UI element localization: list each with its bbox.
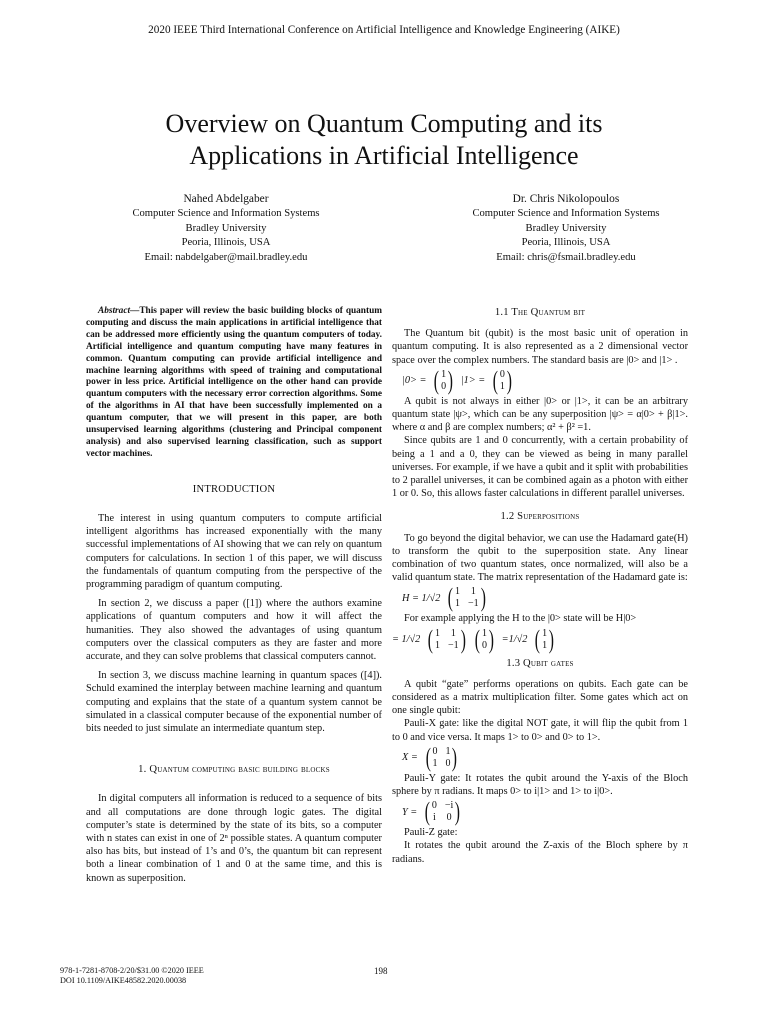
section-1-3-paragraph-5: It rotates the qubit around the Z-axis of the Bloch sphere by π radians.: [392, 840, 688, 865]
intro-paragraph-3: In section 3, we discuss machine learning in quantum spaces ([4]). Schuld examined the interplay between machine learning and quantum computing and explains that the state of a quantum system cannot be simulated in a classical computer because of the exponential number of bits needed to just simulate an intermediate quantum step.: [86, 670, 382, 735]
ket0-label: |0> =: [402, 375, 427, 387]
section-1-2-heading: 1.2 Superpositions: [500, 511, 580, 523]
section-1-3-paragraph-3: Pauli-Y gate: It rotates the qubit around the Y-axis of the Bloch sphere by π radians. It maps 0> to i|1> and 1> to i|0>.: [392, 772, 688, 798]
section-1-paragraph: In digital computers all information is reduced to a sequence of bits and all computations are done through logic gates. The digital computer’s state is determined by the state of its bits, so a computer with n states can exist in one of 2ⁿ possible states. A quantum computer also has bits, but instead of 1’s and 0’s, the quantum bit can represent both a linear combination of 1 and 0 at the same time, and this is known as superposition.: [86, 793, 382, 884]
ket1-label: |1> =: [460, 375, 486, 387]
left-column: [86, 306, 382, 885]
matrix-entry: −1: [468, 598, 479, 610]
section-1-1-heading: 1.1 The Quantum bit: [494, 307, 586, 318]
abstract-lead: Abstract: [98, 306, 131, 316]
title-line-1: Overview on Quantum Computing and its: [165, 109, 603, 138]
matrix-entry: 1: [470, 586, 476, 598]
pauli-y-label: Y =: [402, 806, 418, 818]
footer-isbn: 978-1-7281-8708-2/20/$31.00 ©2020 IEEE: [60, 966, 204, 975]
matrix-entry: 1: [435, 627, 441, 639]
matrix-entry: 1: [455, 586, 461, 598]
matrix-entry: 0: [445, 757, 451, 769]
result-column-vector: ( 1 1 ): [535, 624, 555, 654]
matrix-entry: 1: [441, 368, 447, 380]
author-2: [426, 192, 706, 265]
pauli-x-matrix: ( 0 1 1 0 ): [425, 742, 458, 772]
section-1-3-heading: 1.3 Qubit gates: [506, 657, 574, 669]
hadamard-matrix: ( 1 1 1 −1 ): [448, 583, 486, 613]
matrix-entry: 1: [432, 757, 438, 769]
abstract: [86, 306, 382, 461]
author-name: Dr. Chris Nikolopoulos: [512, 193, 620, 205]
matrix-entry: 1: [435, 639, 441, 651]
title-line-2: Applications in Artificial Intelligence: [189, 141, 579, 170]
hadamard-matrix-apply: ( 1 1 1 −1 ): [428, 624, 466, 654]
section-1-3-paragraph-2: Pauli-X gate: like the digital NOT gate, it will flip the qubit from 1 to 0 and vice versa. It maps 1> to 0> and 0> to 1>.: [392, 718, 688, 743]
apply-label-a: = 1/√2: [392, 634, 421, 646]
pauli-y-equation: [402, 799, 688, 825]
author-location: Peoria, Illinois, USA: [521, 237, 611, 248]
basis-equation: [402, 365, 688, 395]
author-university: Bradley University: [185, 222, 267, 234]
author-1: [86, 192, 366, 265]
paper-title: [0, 108, 768, 172]
section-1-3-paragraph-4: Pauli-Z gate:: [404, 827, 458, 839]
hadamard-equation: [402, 585, 688, 611]
matrix-entry: 0: [441, 380, 447, 392]
hadamard-apply-equation: [392, 624, 688, 654]
author-name: Nahed Abdelgaber: [183, 193, 269, 205]
apply-label-b: =1/√2: [501, 634, 528, 646]
matrix-entry: 1: [499, 380, 505, 392]
section-1-1-paragraph-2: A qubit is not always in either |0> or |1>, it can be an arbitrary quantum state |ψ>, which can be any superposition |ψ> = α|0> + β|1>. where α and β are complex numbers; α² + β² =1.: [392, 395, 688, 434]
pauli-y-matrix: ( 0 −i i 0 ): [424, 797, 461, 827]
matrix-entry: 1: [445, 745, 451, 757]
matrix-entry: 0: [482, 639, 487, 651]
conference-header: 2020 IEEE Third International Conference on Artificial Intelligence and Knowledge Engineering (AIKE): [148, 24, 620, 36]
author-email: Email: chris@fsmail.bradley.edu: [496, 251, 636, 263]
author-department: Computer Science and Information Systems: [472, 208, 660, 219]
matrix-entry: 0: [432, 745, 438, 757]
matrix-entry: 0: [446, 812, 452, 824]
matrix-entry: 1: [482, 627, 487, 639]
section-1-1-paragraph-3: Since qubits are 1 and 0 concurrently, with a certain probability of being a 1 and a 0, they can be viewed as being in many parallel universes. For example, if we have a qubit and it split with probabilities to 2 parallel universes, it can be combined again as a photon with either 1 or 0. So, this allows faster calculations in different parallel universes.: [392, 435, 688, 500]
ket1-vector: ( 0 1 ): [492, 365, 512, 395]
intro-paragraph-1: The interest in using quantum computers to compute artificial intelligent algorithms has increased exponentially with the many successful implementations of AI showing that we can rely on quantum computers for calculations. In section 1 of this paper, we will discuss the fundamentals of quantum computing from the perspective of the programming paradigm of quantum computing.: [86, 512, 382, 590]
right-column: [392, 306, 688, 866]
intro-paragraph-2: In section 2, we discuss a paper ([1]) where the authors examine applications of quantum computers and how it will affect the humanities. They also showed the advantages of using quantum computers over the classical computers as they are faster and more accurate, and they can solve problems that classical computers cannot.: [86, 598, 382, 663]
section-1-2-paragraph-1: To go beyond the digital behavior, we can use the Hadamard gate(H) to transform the qubit to the superposition state. Any linear combination of two quantum states, once normalized, will also be a valid quantum state. The matrix representation of the Hadamard gate is:: [392, 532, 688, 584]
introduction-heading: INTRODUCTION: [192, 483, 276, 495]
section-1-3-paragraph-1: A qubit “gate” performs operations on qubits. Each gate can be considered as a matrix multiplication filter. Some gates which act on one single qubit:: [392, 678, 688, 717]
section-1-heading: 1. Quantum computing basic building blocks: [138, 764, 330, 776]
footer-publication-info: [60, 966, 204, 986]
author-location: Peoria, Illinois, USA: [181, 237, 271, 248]
footer-doi: DOI 10.1109/AIKE48582.2020.00038: [60, 976, 187, 985]
section-1-2-paragraph-2: For example applying the H to the |0> state will be H|0>: [404, 613, 637, 625]
matrix-entry: −1: [448, 639, 459, 651]
matrix-entry: 1: [455, 598, 461, 610]
matrix-entry: 1: [542, 639, 548, 651]
matrix-entry: 0: [499, 368, 505, 380]
hadamard-label: H = 1/√2: [402, 592, 441, 604]
page-number: 198: [374, 966, 388, 976]
author-email: Email: nabdelgaber@mail.bradley.edu: [144, 251, 308, 263]
pauli-x-equation: [402, 742, 688, 772]
abstract-text: —This paper will review the basic building blocks of quantum computing and discuss the main applications in artificial intelligence that can be addressed more efficiently using the quantum computers of today. Artificial intelligence and quantum computing have many features in common. Quantum computing can provide artificial intelligence and machine learning algorithms with speed of training and computational power in less price. Artificial intelligence on the other hand can provide quantum computers with the necessary error correction algorithms. Some of the algorithms in AI that have been successfully implemented on a quantum computer, that we will present in this paper, are both unsupervised learning algorithms (clustering and Principal component analysis) and also supervised learning classification, such as support vector machines.: [86, 306, 382, 459]
matrix-entry: 1: [542, 627, 548, 639]
author-department: Computer Science and Information Systems: [132, 208, 320, 219]
matrix-entry: 0: [431, 800, 437, 812]
author-block: [86, 192, 706, 265]
ket0-vector: ( 1 0 ): [434, 365, 454, 395]
matrix-entry: i: [433, 812, 436, 824]
pauli-x-label: X =: [402, 752, 418, 764]
matrix-entry: 1: [450, 627, 456, 639]
author-university: Bradley University: [525, 222, 607, 234]
ket0-column-vector: ( 1 0 ): [475, 624, 494, 654]
matrix-entry: −i: [444, 800, 454, 812]
section-1-1-paragraph-1: The Quantum bit (qubit) is the most basic unit of operation in quantum computing. It is also represented as a 2 dimensional vector space over the complex numbers. The standard basis are |0> and |1> .: [392, 328, 688, 366]
